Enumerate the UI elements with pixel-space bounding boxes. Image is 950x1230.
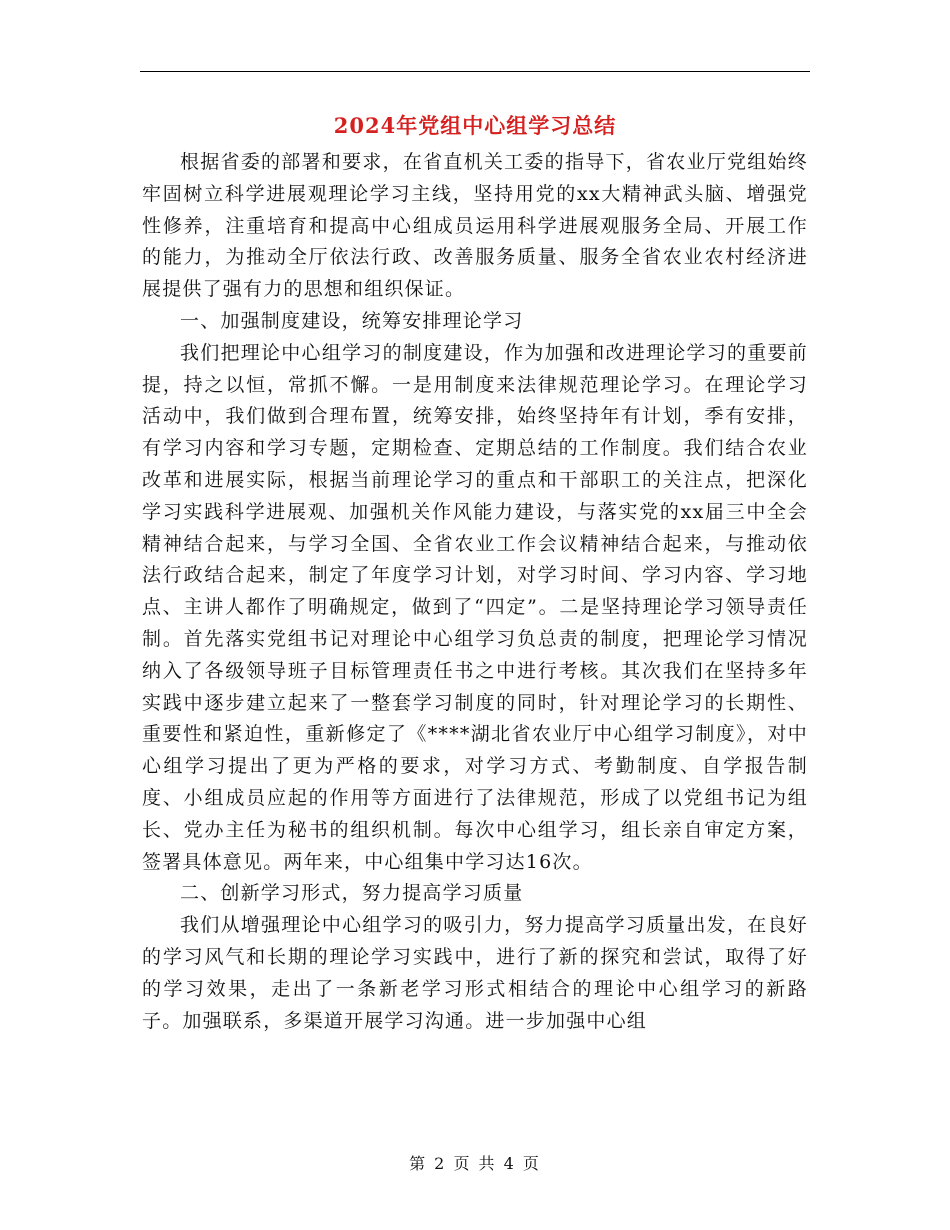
intro-paragraph: 根据省委的部署和要求，在省直机关工委的指导下，省农业厅党组始终牢固树立科学进展观理论学习主线，坚持用党的xx大精神武头脑、增强党性修养，注重培育和提高中心组成员运用科学进展观服务全局、开展工作的能力，为推动全厅依法行政、改善服务质量、服务全省农业农村经济进展提供了强有力的思想和组织保证。 <box>142 151 808 301</box>
section-1-paragraph: 我们把理论中心组学习的制度建设，作为加强和改进理论学习的重要前提，持之以恒，常抓不懈。一是用制度来法律规范理论学习。在理论学习活动中，我们做到合理布置，统筹安排，始终坚持年有计划，季有安排，有学习内容和学习专题，定期检查、定期总结的工作制度。我们结合农业改革和进展实际，根据当前理论学习的重点和干部职工的关注点，把深化学习实践科学进展观、加强机关作风能力建设，与落实党的xx届三中全会精神结合起来，与学习全国、全省农业工作会议精神结合起来，与推动依法行政结合起来，制定了年度学习计划，对学习时间、学习内容、学习地点、主讲人都作了明确规定，做到了“四定”。二是坚持理论学习领导责任制。首先落实党组书记对理论中心组学习负总责的制度，把理论学习情况纳入了各级领导班子目标管理责任书之中进行考核。其次我们在坚持多年实践中逐步建立起来了一整套学习制度的同时，针对理论学习的长期性、重要性和紧迫性，重新修定了《****湖北省农业厅中心组学习制度》，对中心组学习提出了更为严格的要求，对学习方式、考勤制度、自学报告制度、小组成员应起的作用等方面进行了法律规范，形成了以党组书记为组长、党办主任为秘书的组织机制。每次中心组学习，组长亲自审定方案，签署具体意见。两年来，中心组集中学习达16次。 <box>142 341 808 873</box>
page-number-footer: 第 2 页 共 4 页 <box>409 1154 541 1173</box>
document-title: 2024年党组中心组学习总结 <box>333 113 617 138</box>
header-rule <box>140 71 810 72</box>
section-heading-2: 二、创新学习形式，努力提高学习质量 <box>180 882 524 905</box>
section-2-paragraph: 我们从增强理论中心组学习的吸引力，努力提高学习质量出发，在良好的学习风气和长期的理论学习实践中，进行了新的探究和尝试，取得了好的学习效果，走出了一条新老学习形式相结合的理论中心组学习的新路子。加强联系，多渠道开展学习沟通。进一步加强中心组 <box>142 914 808 1032</box>
section-heading-1: 一、加强制度建设，统筹安排理论学习 <box>180 309 524 332</box>
document-body <box>142 147 808 1037</box>
